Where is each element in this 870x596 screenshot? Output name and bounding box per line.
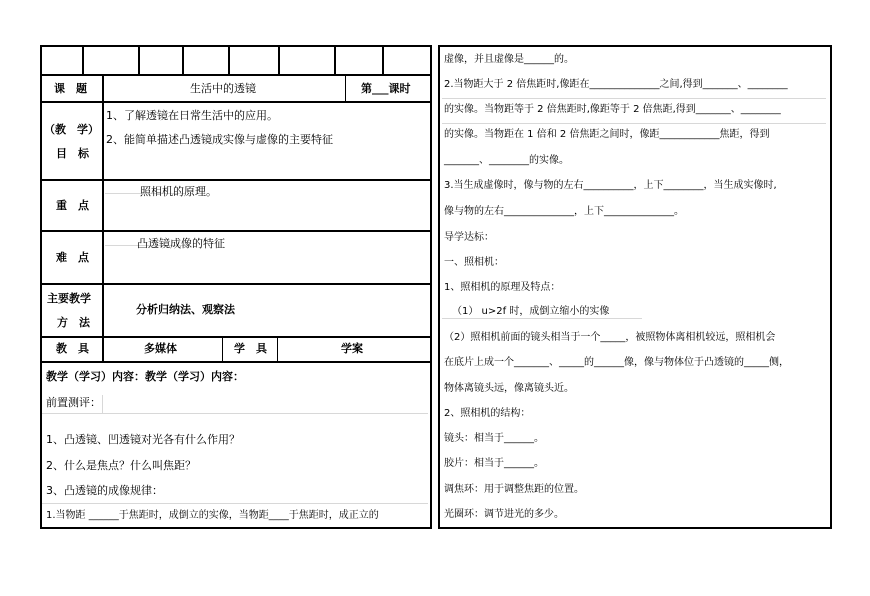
worksheet-line: 胶片：相当于______。 (444, 458, 544, 469)
worksheet-line: 镜头：相当于______。 (444, 433, 544, 444)
table-border-right (430, 45, 432, 529)
worksheet-line: 2.当物距大于 2 倍焦距时,像距在______________之间,得到_______、________ (444, 79, 788, 90)
content-line: 2、什么是焦点？什么叫焦距？ (46, 459, 196, 472)
panel-border-bottom (438, 527, 832, 529)
worksheet-line: 3.当生成虚像时，像与物的左右__________，上下________，当生成实像时, (444, 180, 777, 191)
content-line: 1.当物距 ______于焦距时，成倒立的实像，当物距____于焦距时，成正立的 (46, 510, 379, 521)
panel-border-top (438, 45, 832, 47)
table-border-top (40, 45, 432, 47)
difficulty-label: 难 点 (56, 251, 89, 264)
worksheet-line: 物体离镜头远，像离镜头近。 (444, 383, 574, 394)
content-line: 1、凸透镜、凹透镜对光各有什么作用？ (46, 433, 240, 446)
content-separator (102, 395, 103, 413)
method-label-line1: 主要教学 (47, 292, 91, 305)
worksheet-line: 光圈环：调节进光的多少。 (444, 509, 564, 520)
blank-cell-divider (182, 45, 184, 75)
tools-cell-divider (222, 336, 223, 362)
panel-separator (442, 318, 642, 319)
content-separator (42, 503, 428, 504)
row-line (40, 336, 432, 338)
content-separator (42, 413, 428, 414)
worksheet-line: （2）照相机前面的镜头相当于一个_____，被照物体离相机较远，照相机会 (444, 332, 776, 343)
teaching-tools-label: 教 具 (56, 342, 89, 355)
topic-label: 课 题 (54, 82, 87, 95)
table-border-bottom (40, 527, 432, 529)
worksheet-line: _______、________的实像。 (444, 155, 569, 166)
topic-value: 生活中的透镜 (190, 82, 256, 95)
blank-cell-divider (278, 45, 280, 75)
method-label-line2: 方 法 (57, 316, 90, 329)
objectives-label-line2: 目 标 (56, 147, 89, 160)
panel-separator (442, 98, 826, 99)
blank-cell-divider (334, 45, 336, 75)
period-cell-divider (345, 74, 346, 102)
worksheet-line: 的实像。当物距在 1 倍和 2 倍焦距之间时，像距____________焦距，得到 (444, 129, 770, 140)
worksheet-line: 的实像。当物距等于 2 倍焦距时,像距等于 2 倍焦距,得到_______、________ (444, 104, 781, 115)
table-border-left (40, 45, 42, 529)
row-line (40, 179, 432, 181)
blank-cell-divider (138, 45, 140, 75)
period-label: 第___课时 (361, 82, 411, 95)
worksheet-line: 虚像，并且虚像是______的。 (444, 54, 574, 65)
panel-separator (442, 123, 826, 124)
key-point-label: 重 点 (56, 199, 89, 212)
row-line (40, 101, 432, 103)
learning-tools-label: 学 具 (234, 342, 267, 355)
teaching-tools-value: 多媒体 (144, 342, 177, 355)
difficulty-value: 凸透镜成像的特征 (137, 237, 225, 250)
label-column-divider (102, 74, 104, 363)
panel-border-left (438, 45, 440, 529)
objective-item: 2、能简单描述凸透镜成实像与虚像的主要特征 (106, 133, 333, 146)
worksheet-line: （1） u>2f 时，成倒立缩小的实像 (452, 306, 610, 317)
worksheet-line: 1、照相机的原理及特点： (444, 282, 561, 293)
content-line: 3、凸透镜的成像规律： (46, 484, 163, 497)
content-heading: 教学（学习）内容：教学（学习）内容： (46, 370, 244, 383)
objectives-label-line1: （教 学） (44, 123, 99, 136)
panel-border-right (830, 45, 832, 529)
worksheet-line: 像与物的左右______________，上下______________。 (444, 206, 684, 217)
objective-item: 1、了解透镜在日常生活中的应用。 (106, 109, 278, 122)
row-line (40, 361, 432, 363)
blank-cell-divider (228, 45, 230, 75)
blank-cell-divider (382, 45, 384, 75)
row-line (40, 74, 432, 76)
key-point-value: 照相机的原理。 (140, 185, 217, 198)
worksheet-line: 在底片上成一个_______、_____的______像，像与物体位于凸透镜的_____侧， (444, 357, 789, 368)
tools-cell-divider (277, 336, 278, 362)
worksheet-line: 一、照相机： (444, 257, 504, 268)
method-value: 分析归纳法、观察法 (136, 303, 235, 316)
blank-cell-divider (82, 45, 84, 75)
content-line: 前置测评： (46, 396, 101, 409)
worksheet-line: 2、照相机的结构： (444, 408, 531, 419)
worksheet-line: 导学达标： (444, 232, 494, 243)
row-line (40, 230, 432, 232)
row-line (40, 283, 432, 285)
learning-tools-value: 学案 (341, 342, 363, 355)
worksheet-line: 调焦环：用于调整焦距的位置。 (444, 484, 584, 495)
